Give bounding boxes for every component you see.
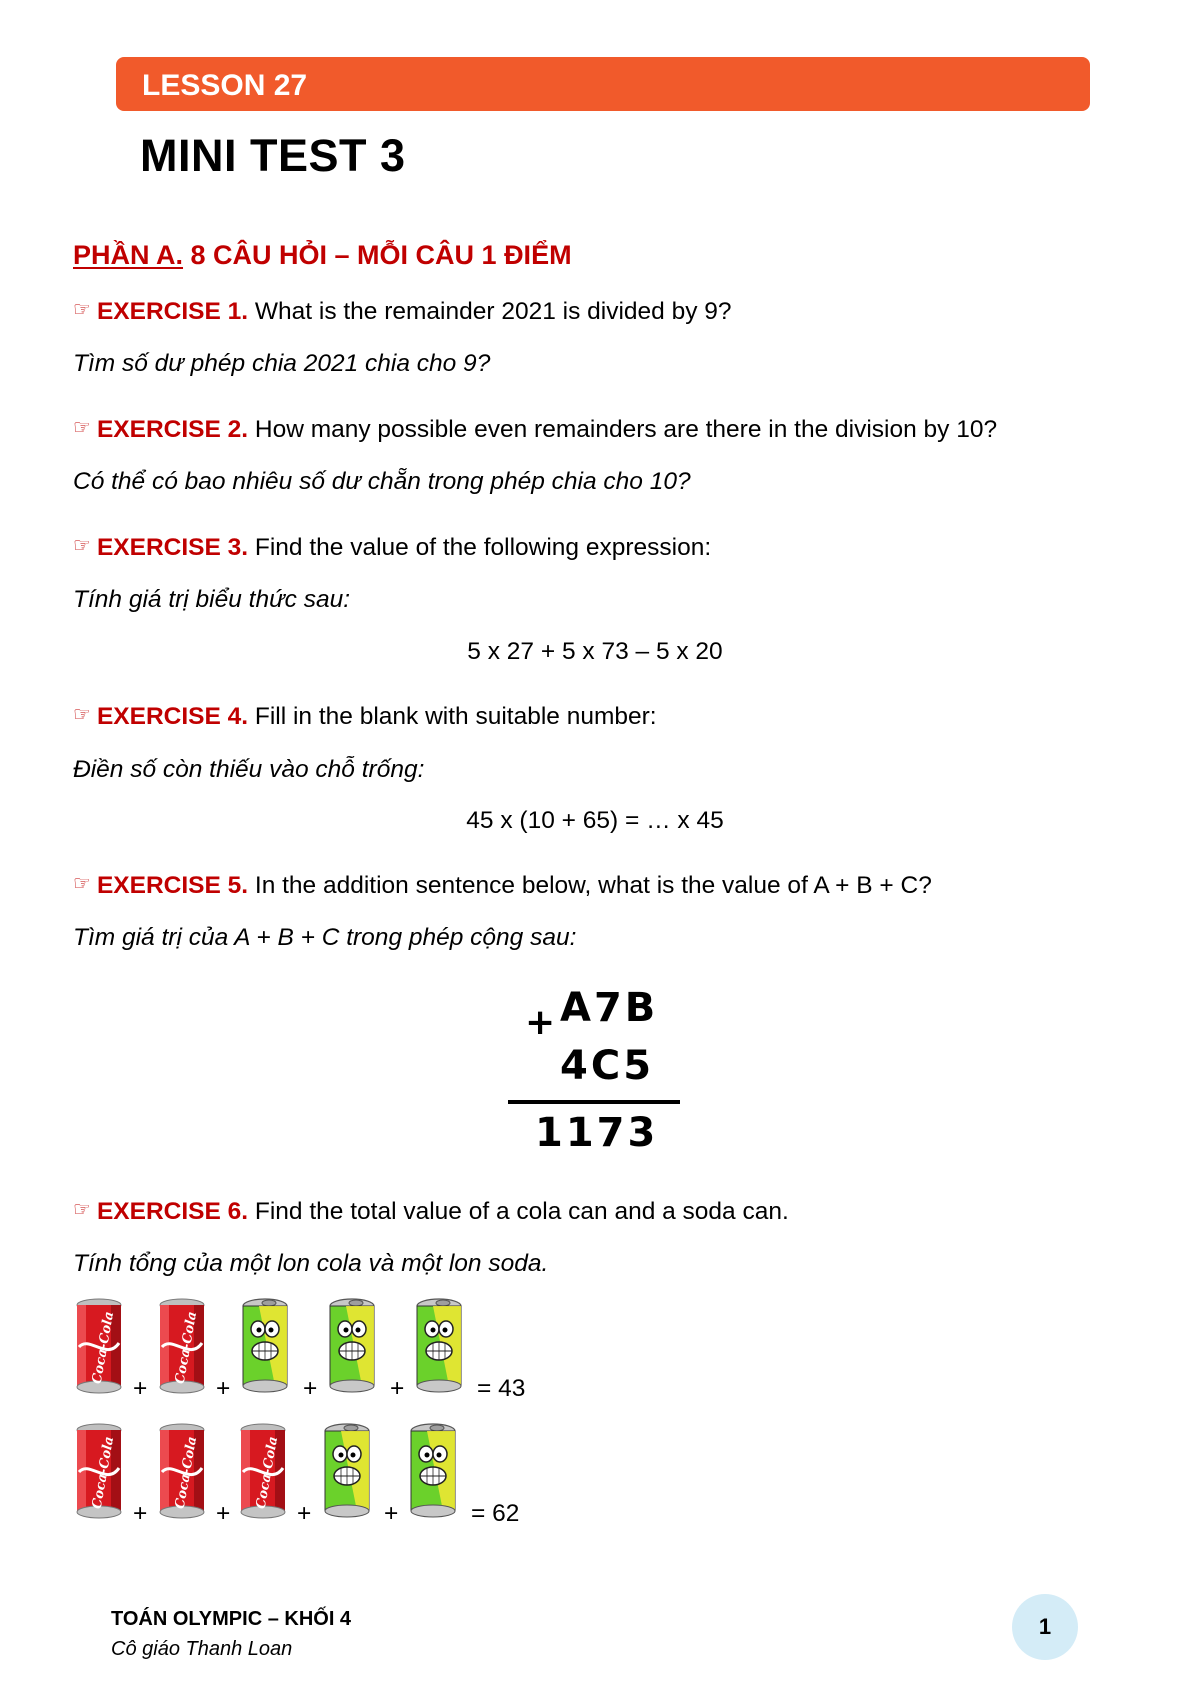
pointing-hand-icon: ☞ bbox=[73, 299, 91, 321]
soda-can-icon bbox=[321, 1422, 373, 1522]
section-heading bbox=[73, 240, 572, 271]
exercise-text: What is the remainder 2021 is divided by 9? bbox=[248, 298, 732, 325]
soda-can-icon bbox=[413, 1297, 465, 1397]
pointing-hand-icon: ☞ bbox=[73, 873, 91, 895]
plus-sign: + bbox=[297, 1500, 312, 1527]
exercise-2-translation: Có thể có bao nhiêu số dư chẵn trong phép chia cho 10? bbox=[73, 468, 691, 495]
plus-sign: + bbox=[303, 1375, 318, 1402]
exercise-5-question bbox=[73, 872, 932, 900]
exercise-label: EXERCISE 5. bbox=[96, 872, 249, 899]
exercise-5-translation: Tìm giá trị của A + B + C trong phép cộng sau: bbox=[73, 924, 577, 951]
pointing-hand-icon: ☞ bbox=[73, 535, 91, 557]
pointing-hand-icon: ☞ bbox=[73, 417, 91, 439]
exercise-1-translation: Tìm số dư phép chia 2021 chia cho 9? bbox=[73, 350, 491, 377]
sum-line bbox=[508, 1100, 680, 1104]
exercise-3-question bbox=[73, 534, 711, 562]
section-heading-part: PHẦN A. bbox=[73, 240, 184, 270]
exercise-4-question bbox=[73, 703, 657, 731]
addend-top: A7B bbox=[560, 985, 659, 1031]
equation-result: = 62 bbox=[471, 1500, 520, 1527]
plus-sign: + bbox=[216, 1375, 231, 1402]
lesson-banner bbox=[116, 57, 1090, 111]
cola-can-icon bbox=[156, 1297, 208, 1397]
cola-can-icon bbox=[156, 1422, 208, 1522]
exercise-text: Fill in the blank with suitable number: bbox=[248, 703, 657, 730]
exercise-text: Find the total value of a cola can and a soda can. bbox=[248, 1198, 789, 1225]
exercise-3-expression: 5 x 27 + 5 x 73 – 5 x 20 bbox=[467, 638, 723, 665]
page-number: 1 bbox=[1012, 1594, 1078, 1660]
exercise-6-translation: Tính tổng của một lon cola và một lon soda. bbox=[73, 1250, 549, 1277]
plus-sign: + bbox=[525, 1002, 556, 1043]
exercise-text: In the addition sentence below, what is the value of A + B + C? bbox=[248, 872, 932, 899]
exercise-label: EXERCISE 2. bbox=[96, 416, 249, 443]
exercise-4-translation: Điền số còn thiếu vào chỗ trống: bbox=[73, 756, 425, 783]
exercise-label: EXERCISE 3. bbox=[96, 534, 249, 561]
exercise-2-question bbox=[73, 416, 997, 444]
footer-author: Cô giáo Thanh Loan bbox=[111, 1638, 293, 1660]
plus-sign: + bbox=[133, 1375, 148, 1402]
soda-can-icon bbox=[326, 1297, 378, 1397]
plus-sign: + bbox=[390, 1375, 405, 1402]
plus-sign: + bbox=[384, 1500, 399, 1527]
addend-bottom: 4C5 bbox=[560, 1043, 655, 1089]
exercise-text: How many possible even remainders are there in the division by 10? bbox=[248, 416, 998, 443]
sum-result: 1173 bbox=[535, 1110, 659, 1156]
exercise-label: EXERCISE 4. bbox=[96, 703, 249, 730]
addition-puzzle bbox=[500, 985, 700, 1160]
lesson-label: LESSON 27 bbox=[142, 69, 308, 102]
plus-sign: + bbox=[216, 1500, 231, 1527]
exercise-text: Find the value of the following expression: bbox=[248, 534, 712, 561]
exercise-1-question bbox=[73, 298, 732, 326]
equation-result: = 43 bbox=[477, 1375, 526, 1402]
pointing-hand-icon: ☞ bbox=[73, 1199, 91, 1221]
exercise-label: EXERCISE 1. bbox=[96, 298, 249, 325]
cola-can-icon bbox=[73, 1297, 125, 1397]
exercise-6-question bbox=[73, 1198, 789, 1226]
page-title: MINI TEST 3 bbox=[140, 130, 406, 181]
cola-can-icon bbox=[73, 1422, 125, 1522]
pointing-hand-icon: ☞ bbox=[73, 704, 91, 726]
cola-can-icon bbox=[237, 1422, 289, 1522]
soda-can-icon bbox=[407, 1422, 459, 1522]
exercise-3-translation: Tính giá trị biểu thức sau: bbox=[73, 586, 351, 613]
exercise-4-expression: 45 x (10 + 65) = … x 45 bbox=[466, 807, 724, 834]
plus-sign: + bbox=[133, 1500, 148, 1527]
soda-can-icon bbox=[239, 1297, 291, 1397]
exercise-label: EXERCISE 6. bbox=[96, 1198, 249, 1225]
section-heading-rest: 8 CÂU HỎI – MỖI CÂU 1 ĐIỂM bbox=[183, 240, 572, 270]
footer-title: TOÁN OLYMPIC – KHỐI 4 bbox=[111, 1608, 352, 1630]
